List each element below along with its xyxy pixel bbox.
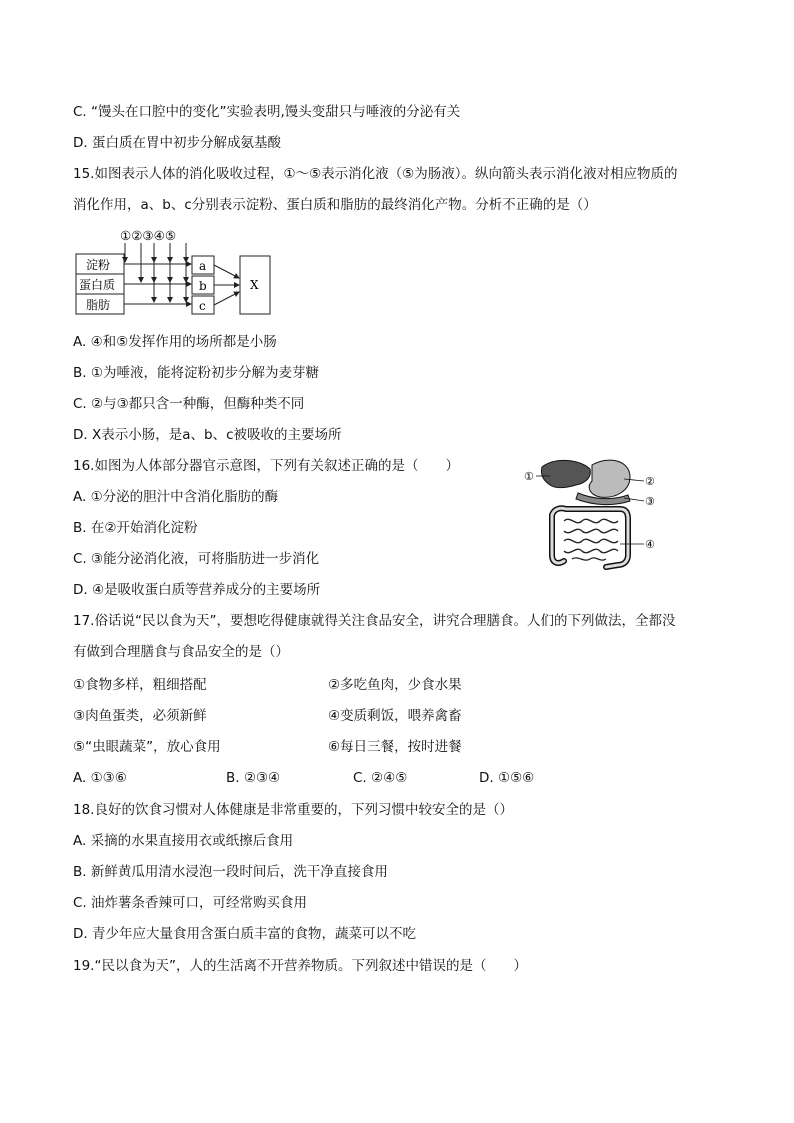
q15-stem-line1: 15.如图表示人体的消化吸收过程，①～⑤表示消化液（⑤为肠液）。纵向箭头表示消化液对相应物质的: [73, 166, 678, 182]
q16-option-a: A. ①分泌的胆汁中含消化脂肪的酶: [73, 489, 279, 505]
q18-option-c: C. 油炸薯条香辣可口，可经常购买食用: [73, 895, 308, 911]
q14-option-c: C. “馒头在口腔中的变化”实验表明,馒头变甜只与唾液的分泌有关: [73, 104, 461, 120]
q15-option-a: A. ④和⑤发挥作用的场所都是小肠: [73, 334, 277, 350]
q17-option-d: D. ①⑤⑥: [479, 770, 535, 786]
q15-option-c: C. ②与③都只含一种酶，但酶种类不同: [73, 396, 305, 412]
q17-option-a: A. ①③⑥: [73, 770, 127, 786]
organ-label-4: ④: [645, 538, 655, 551]
row-label-starch: 淀粉: [86, 258, 111, 272]
label-x: X: [250, 278, 259, 292]
q17-item-1: ①食物多样，粗细搭配: [73, 677, 207, 693]
product-a: a: [199, 259, 207, 273]
q15-option-b: B. ①为唾液，能将淀粉初步分解为麦芽糖: [73, 365, 319, 381]
q18-option-d: D. 青少年应大量食用含蛋白质丰富的食物，蔬菜可以不吃: [73, 926, 416, 942]
q17-item-4: ④变质剩饭，喂养禽畜: [328, 708, 462, 724]
q15-option-d: D. X表示小肠，是a、b、c被吸收的主要场所: [73, 427, 342, 443]
row-label-fat: 脂肪: [86, 298, 111, 312]
q19-stem: 19.“民以食为天”，人的生活离不开营养物质。下列叙述中错误的是（ ）: [73, 958, 527, 974]
q16-option-d: D. ④是吸收蛋白质等营养成分的主要场所: [73, 582, 321, 598]
small-intestine-coils: [564, 519, 618, 560]
q17-stem-line1: 17.俗话说“民以食为天”，要想吃得健康就得关注食品安全，讲究合理膳食。人们的下列做法，全都没: [73, 613, 676, 629]
q16-option-b: B. 在②开始消化淀粉: [73, 520, 198, 536]
stomach-shape: [589, 460, 630, 497]
q16-stem: 16.如图为人体部分器官示意图，下列有关叙述正确的是（ ）: [73, 458, 459, 474]
digestive-organs-illustration: [520, 455, 670, 580]
product-b: b: [199, 279, 207, 293]
product-c: c: [199, 299, 206, 313]
q17-item-3: ③肉鱼蛋类，必须新鲜: [73, 708, 207, 724]
q17-option-c: C. ②④⑤: [353, 770, 408, 786]
q17-stem-line2: 有做到合理膳食与食品安全的是（）: [73, 644, 289, 660]
q14-option-d: D. 蛋白质在胃中初步分解成氨基酸: [73, 135, 281, 151]
liver-shape: [541, 460, 590, 487]
q18-stem: 18.良好的饮食习惯对人体健康是非常重要的，下列习惯中较安全的是（）: [73, 802, 513, 818]
q17-item-5: ⑤“虫眼蔬菜”，放心食用: [73, 739, 221, 755]
q18-option-b: B. 新鲜黄瓜用清水浸泡一段时间后，洗干净直接食用: [73, 864, 388, 880]
organ-label-1: ①: [524, 470, 534, 483]
large-intestine-shape: [552, 508, 628, 567]
q17-item-2: ②多吃鱼肉，少食水果: [328, 677, 462, 693]
q15-stem-line2: 消化作用，a、b、c分别表示淀粉、蛋白质和脂肪的最终消化产物。分析不正确的是（）: [73, 197, 597, 213]
juice-labels: ①②③④⑤: [120, 228, 177, 243]
row-label-protein: 蛋白质: [79, 278, 116, 292]
organ-label-3: ③: [645, 495, 655, 508]
q17-item-6: ⑥每日三餐，按时进餐: [328, 739, 462, 755]
q17-option-b: B. ②③④: [226, 770, 281, 786]
organ-label-2: ②: [645, 475, 655, 488]
q18-option-a: A. 采摘的水果直接用衣或纸擦后食用: [73, 833, 294, 849]
q16-option-c: C. ③能分泌消化液，可将脂肪进一步消化: [73, 551, 320, 567]
digestion-flow-diagram: [74, 228, 274, 318]
